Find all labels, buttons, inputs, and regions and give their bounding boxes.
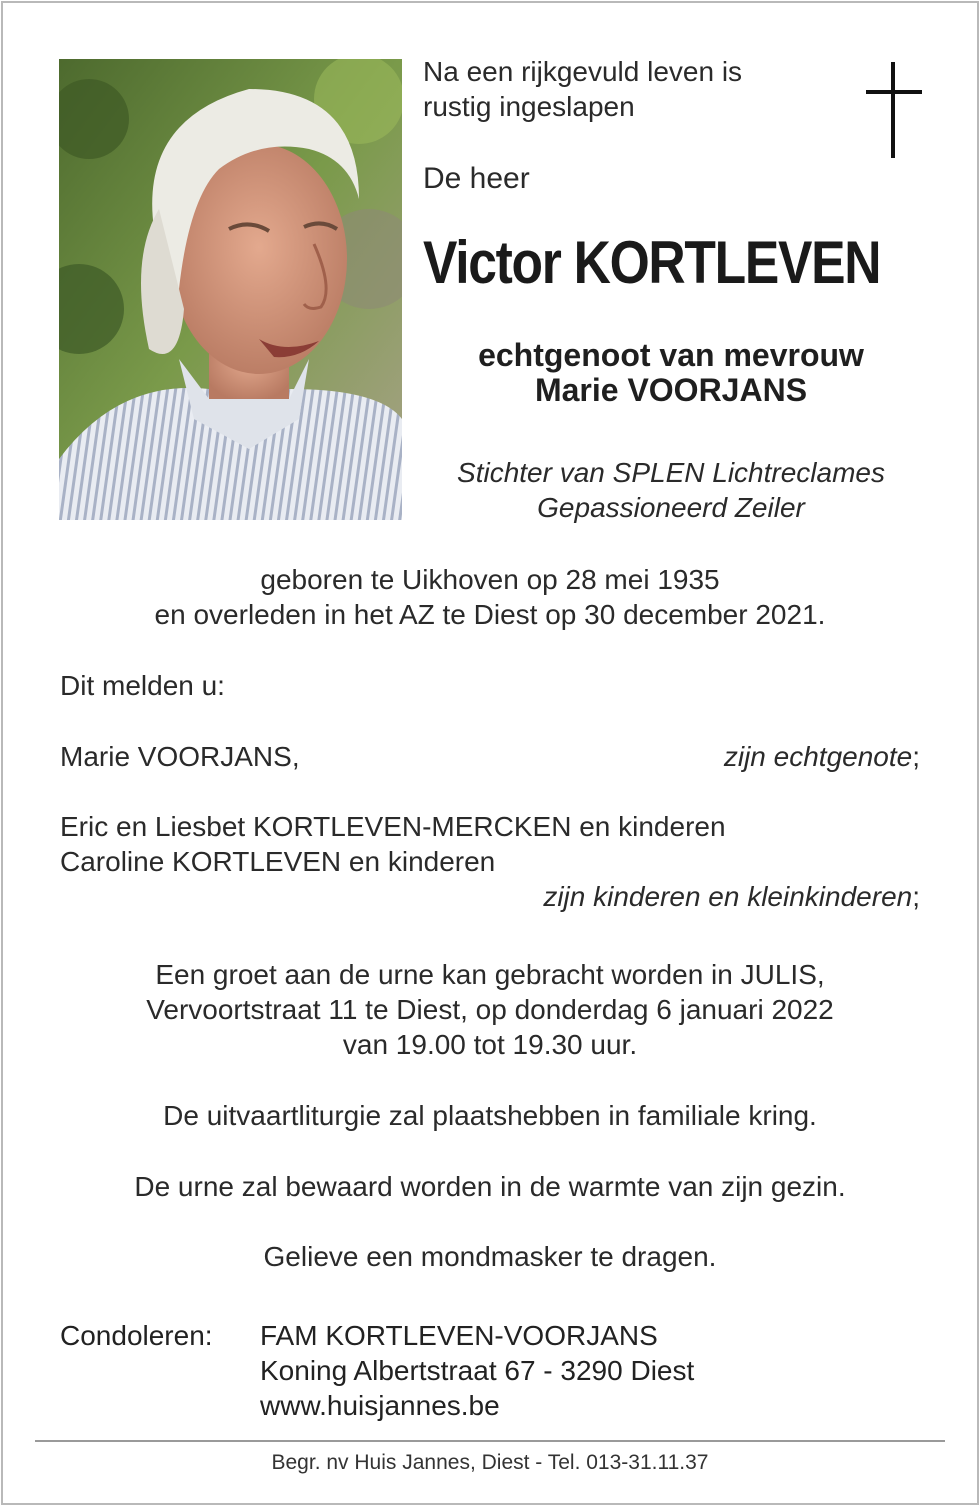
- children-role-text: zijn kinderen en kleinkinderen: [543, 881, 913, 912]
- visit-line: Vervoortstraat 11 te Diest, op donderdag 6 januari 2022: [146, 994, 834, 1025]
- punctuation: ;: [912, 741, 920, 772]
- condolence-website-link[interactable]: www.huisjannes.be: [260, 1390, 500, 1421]
- children-list: [60, 809, 726, 879]
- condolence-line: FAM KORTLEVEN-VOORJANS: [260, 1320, 658, 1351]
- honorific: De heer: [423, 162, 530, 195]
- tagline-line: Stichter van SPLEN Lichtreclames: [457, 457, 885, 488]
- spouse-info: [420, 338, 922, 408]
- cross-icon: [866, 62, 922, 158]
- punctuation: ;: [912, 881, 920, 912]
- mask-text: Gelieve een mondmasker te dragen.: [263, 1241, 717, 1272]
- tagline-line: Gepassioneerd Zeiler: [537, 492, 805, 523]
- spouse-line: echtgenoot van mevrouw: [478, 337, 864, 373]
- visit-line: van 19.00 tot 19.30 uur.: [342, 1029, 638, 1060]
- condolences-label: Condoleren:: [60, 1320, 213, 1351]
- visit-line: Een groet aan de urne kan gebracht worden in JULIS,: [155, 959, 825, 990]
- urn-text: De urne zal bewaard worden in de warmte van zijn gezin.: [134, 1171, 846, 1202]
- relative-spouse-role: [724, 739, 920, 774]
- intro-line: rustig ingeslapen: [423, 91, 635, 122]
- announce-text: Dit melden u:: [60, 670, 225, 701]
- intro-text: [423, 54, 843, 124]
- child-line: Eric en Liesbet KORTLEVEN-MERCKEN en kinderen: [60, 811, 726, 842]
- relative-role-text: zijn echtgenote: [723, 741, 913, 772]
- date-line: en overleden in het AZ te Diest op 30 december 2021.: [154, 599, 826, 630]
- child-line: Caroline KORTLEVEN en kinderen: [60, 846, 496, 877]
- date-line: geboren te Uikhoven op 28 mei 1935: [260, 564, 720, 595]
- children-role: [543, 879, 920, 914]
- deceased-name: Victor KORTLEVEN: [423, 229, 881, 296]
- footer-divider: [35, 1440, 945, 1442]
- portrait-photo: [59, 59, 402, 520]
- condolence-line: Koning Albertstraat 67 - 3290 Diest: [260, 1355, 695, 1386]
- funeral-home-footer: Begr. nv Huis Jannes, Diest - Tel. 013-31.11.37: [271, 1451, 709, 1474]
- condolences-address: [260, 1318, 694, 1423]
- tagline: [420, 455, 922, 525]
- relative-spouse-name: Marie VOORJANS,: [60, 741, 300, 772]
- liturgy-text: De uitvaartliturgie zal plaatshebben in familiale kring.: [163, 1100, 817, 1131]
- visitation-info: [30, 957, 950, 1062]
- spouse-name: Marie VOORJANS: [534, 372, 808, 408]
- birth-death-dates: [30, 562, 950, 632]
- intro-line: Na een rijkgevuld leven is: [423, 56, 743, 87]
